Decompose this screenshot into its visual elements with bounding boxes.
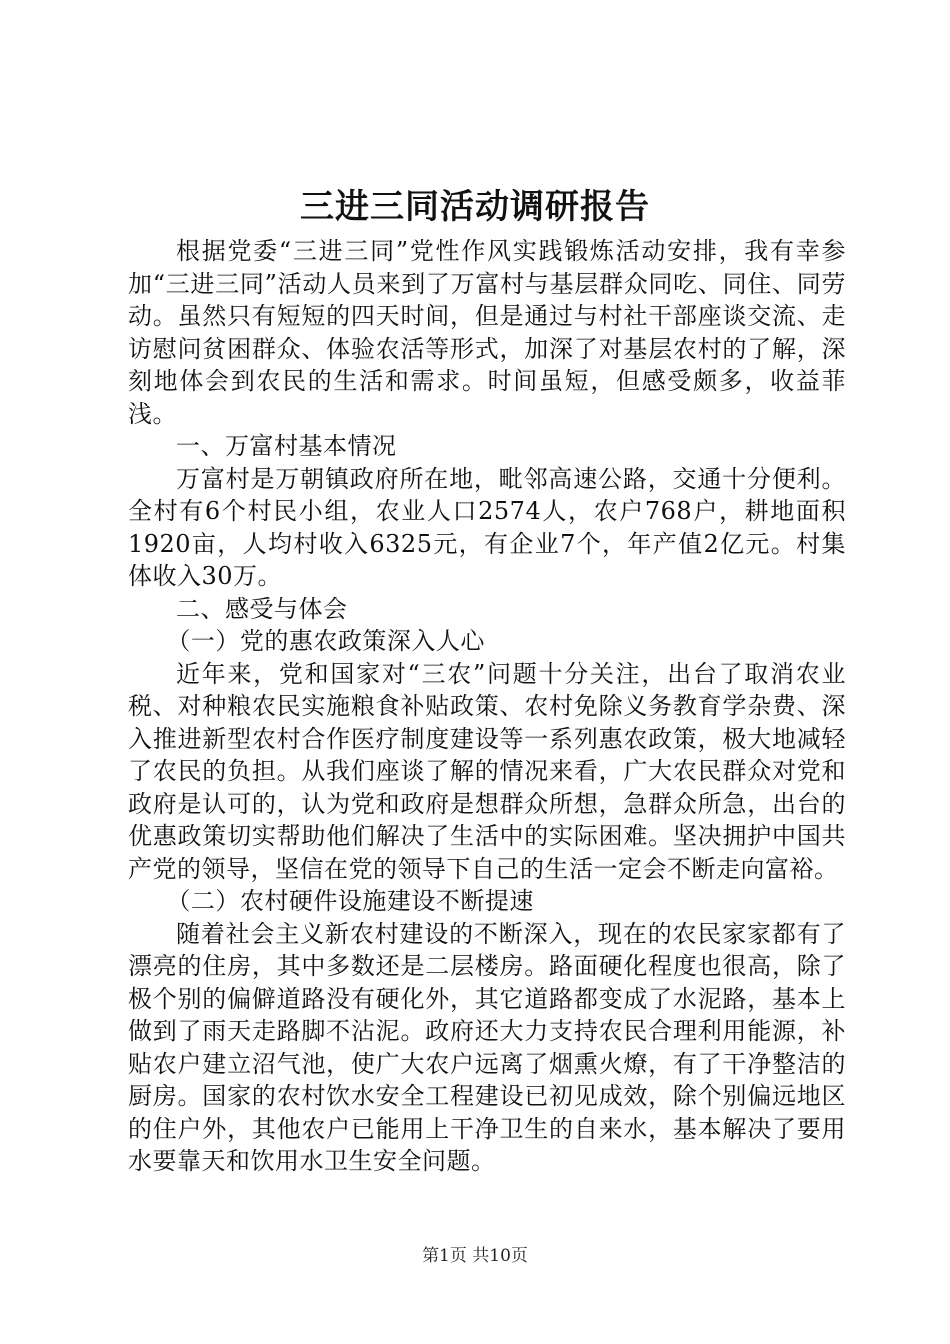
paragraph-policy: 近年来，党和国家对“三农”问题十分关注，出台了取消农业税、对种粮农民实施粮食补贴政策、农村免除义务教育学杂费、深入推进新型农村合作医疗制度建设等一系列惠农政策，极大地减轻了农民的负担。从我们座谈了解的情况来看，广大农民群众对党和政府是认可的，认为党和政府是想群众所想，急群众所急，出台的优惠政策切实帮助他们解决了生活中的实际困难。坚决拥护中国共产党的领导，坚信在党的领导下自己的生活一定会不断走向富裕。: [128, 659, 846, 883]
section-heading-1: 一、万富村基本情况: [176, 432, 397, 460]
document-title: 三进三同活动调研报告: [300, 187, 650, 227]
subsection-heading-2: （二）农村硬件设施建设不断提速: [166, 887, 534, 915]
section-heading-2: 二、感受与体会: [176, 594, 348, 623]
subsection-heading-1: （一）党的惠农政策深入人心: [166, 627, 485, 655]
paragraph-infrastructure: 随着社会主义新农村建设的不断深入，现在的农民家家都有了漂亮的住房，其中多数还是二层楼房。路面硬化程度也很高，除了极个别的偏僻道路没有硬化外，其它道路都变成了水泥路，基本上做到了雨天走路脚不沾泥。政府还大力支持农民合理利用能源，补贴农户建立沼气池，使广大农户远离了烟熏火燎，有了干净整洁的厨房。国家的农村饮水安全工程建设已初见成效，除个别偏远地区的住户外，其他农户已能用上干净卫生的自来水，基本解决了要用水要靠天和饮用水卫生安全问题。: [128, 919, 846, 1175]
paragraph-intro: 根据党委“三进三同”党性作风实践锻炼活动安排，我有幸参加“三进三同”活动人员来到了万富村与基层群众同吃、同住、同劳动。虽然只有短短的四天时间，但是通过与村社干部座谈交流、走访慰问贫困群众、体验农活等形式，加深了对基层农村的了解，深刻地体会到农民的生活和需求。时间虽短，但感受颇多，收益菲浅。: [128, 237, 846, 428]
paragraph-village-info: 万富村是万朝镇政府所在地，毗邻高速公路，交通十分便利。全村有6个村民小组，农业人口2574人，农户768户，耕地面积1920亩，人均村收入6325元，有企业7个，年产值2亿元。村集体收入30万。: [128, 464, 846, 590]
document-body: [128, 235, 846, 1178]
page-footer: 第1页 共10页: [422, 1246, 528, 1266]
